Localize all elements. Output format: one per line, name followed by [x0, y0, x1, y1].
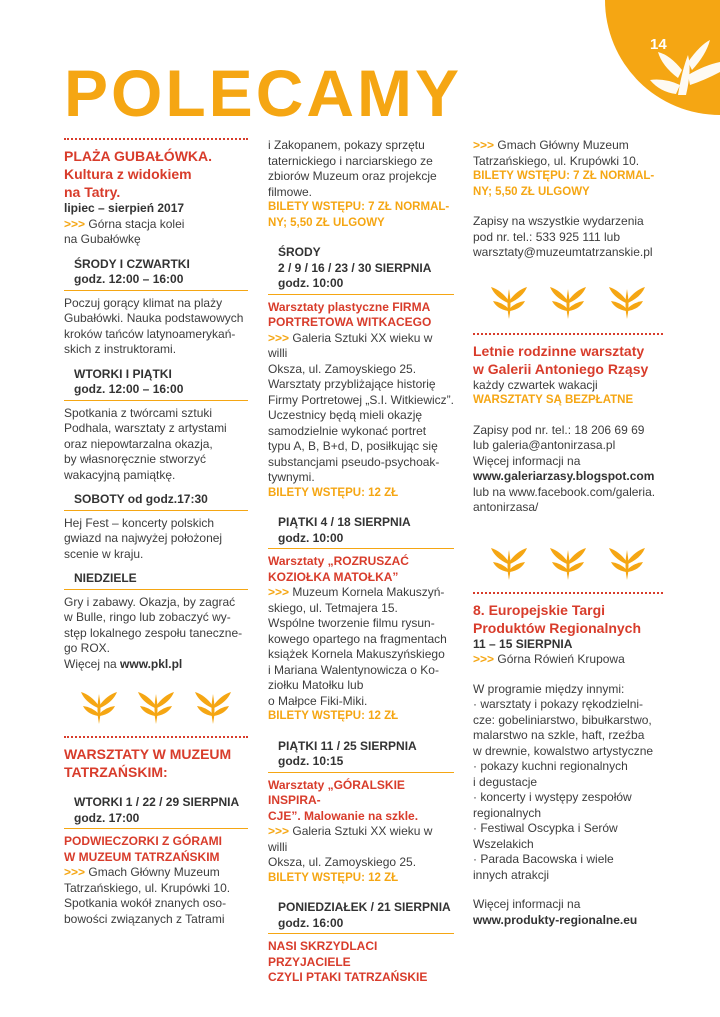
workshop-description: >>> Muzeum Kornela Makuszyń- skiego, ul. Tetmajera 15. Wspólne tworzenie filmu rysun- kowego opartego na fragmentach książek Kornela Makuszyńskiego i Mariana Walentynowicza o Ko- ziołku Matołku lub o Małpce Fiki-Miki. — [268, 585, 447, 708]
ticket-price: BILETY WSTĘPU: 12 ZŁ — [268, 710, 399, 722]
gallery-free: WARSZTATY SĄ BEZPŁATNE — [473, 394, 634, 406]
dotted-divider — [473, 333, 663, 335]
schedule-heading: NIEDZIELE — [64, 571, 248, 590]
schedule-description: Gry i zabawy. Okazja, by zagrać w Bulle, ringo lub zobaczyć wy- stęp lokalnego zespołu taneczne- go ROX. Więcej na www.pkl.pl — [64, 594, 243, 671]
schedule-description: Hej Fest – koncerty polskich gwiazd na najwyżej położonej scenie w kraju. — [64, 515, 223, 561]
workshop-title: PODWIECZORKI Z GÓRAMI W MUZEUM TATRZAŃSKIM — [64, 834, 222, 864]
ticket-price: BILETY WSTĘPU: 7 ZŁ NORMAL- NY; 5,50 ZŁ ULGOWY — [473, 170, 655, 198]
schedule-heading: PONIEDZIAŁEK / 21 SIERPNIA godz. 16:00 — [268, 900, 454, 934]
schedule-description: Poczuj gorący klimat na plaży Gubałówki. Nauka podstawowych kroków tańców latynoamerykań- skich z instruktorami. — [64, 295, 244, 356]
schedule-description: Spotkania z twórcami sztuki Podhala, warsztaty z artystami oraz niepowtarzalna okazja, by własnoręcznie stworzyć wakacyjną pamiątkę. — [64, 405, 227, 482]
dotted-divider — [473, 592, 663, 594]
dotted-divider — [64, 138, 248, 140]
workshop-title: Warsztaty „ROZRUSZAĆ KOZIOŁKA MATOŁKA” — [268, 554, 409, 584]
gallery-contact: Zapisy pod nr. tel.: 18 206 69 69 lub galeria@antonirzasa.pl Więcej informacji na — [473, 422, 645, 468]
wheat-icon — [487, 538, 531, 582]
workshop-title: NASI SKRZYDLACI PRZYJACIELE CZYLI PTAKI TATRZAŃSKIE — [268, 939, 428, 984]
wheat-icon — [605, 538, 649, 582]
column-2 — [268, 138, 454, 986]
section-title-plaza: PLAŻA GUBAŁÓWKA. Kultura z widokiem na Tatry. — [64, 148, 213, 200]
schedule-heading: ŚRODY I CZWARTKI godz. 12:00 – 16:00 — [64, 257, 248, 291]
schedule-heading: PIĄTKI 4 / 18 SIERPNIA godz. 10:00 — [268, 515, 454, 549]
wheat-icon — [546, 538, 590, 582]
event-date: lipiec – sierpień 2017 — [64, 201, 185, 215]
wheat-divider — [473, 538, 663, 582]
ticket-price: BILETY WSTĘPU: 12 ZŁ — [268, 871, 399, 884]
fair-link[interactable]: www.produkty-regionalne.eu — [473, 912, 638, 927]
column-1: PLAŻA GUBAŁÓWKA. Kultura z widokiem na Tatry. lipiec – sierpień 2017 >>> Górna stacja kolei na Gubałówkę ŚRODY I CZWARTKI godz. 12:00 – 16:00 Poczuj gorący klimat na plaży Gubałówki. Nauka podstawowych kroków tańców latynoamerykań- skich z instruktorami. WTORKI I PIĄTKI godz. 12:00 – 16:00 Spotkania z twórcami sztuki Podhala, warsztaty z artystami oraz niepowtarzalna okazja, by własnoręcznie stworzyć wakacyjną pamiątkę. SOBOTY od godz.17:30 Hej Fest – koncerty polskich gwiazd na najwyżej położonej scenie w kraju. NIEDZIELE Gry i zabawy. Okazja, by zagrać w Bulle, ringo lub zobaczyć wy- stęp lokalnego zespołu taneczne- go ROX. Więcej na www.pkl.pl WARSZTATY W MUZEUM TATRZAŃSKIM: WTORKI 1 / 22 / 29 SIERPNIA godz. 17:00 PODWIECZORKI Z GÓRAMI W MUZEUM TATRZAŃSKIM >>> Gmach Główny Muzeum Tatrzańskiego, ul. Krupówki 10. Spotkania wokół znanych oso- bowości związanych z Tatrami — [64, 138, 248, 927]
wheat-icon — [487, 277, 531, 321]
location: >>> Górna stacja kolei — [64, 216, 185, 231]
corner-wheat-decoration — [570, 0, 720, 115]
section-title-museum: WARSZTATY W MUZEUM TATRZAŃSKIM: — [64, 746, 232, 780]
schedule-heading: WTORKI I PIĄTKI godz. 12:00 – 16:00 — [64, 367, 248, 401]
schedule-heading: PIĄTKI 11 / 25 SIERPNIA godz. 10:15 — [268, 739, 454, 773]
page-title: POLECAMY — [64, 56, 463, 130]
fair-more-label: Więcej informacji na — [473, 897, 581, 911]
location: >>> Gmach Główny Muzeum Tatrzańskiego, ul. Krupówki 10. — [473, 138, 640, 168]
wheat-icon — [77, 682, 121, 726]
wheat-icon — [191, 682, 235, 726]
ticket-price: BILETY WSTĘPU: 7 ZŁ NORMAL- NY; 5,50 ZŁ ULGOWY — [268, 201, 450, 229]
gallery-when: każdy czwartek wakacji — [473, 377, 598, 392]
wheat-divider — [64, 682, 248, 726]
gallery-blog-link[interactable]: www.galeriarzasy.blogspot.com — [473, 469, 655, 483]
fair-program: W programie między innymi: · warsztaty i pokazy rękodzielni- cze: gobeliniarstwo, bibułkarstwo, malarstwo na szkle, haft, rzeźba w drewnie, kowalstwo artystyczne · pokazy kuchni regionalnych i degustacje · koncerty i występy zespołów regionalnych · Festiwal Oscypka i Serów Wszelakich · Parada Bacowska i wiele innych atrakcji — [473, 681, 654, 882]
fair-date: 11 – 15 SIERPNIA — [473, 636, 573, 651]
workshop-description: i Zakopanem, pokazy sprzętu taternickiego i narciarskiego ze zbiorów Muzeum oraz projekcje filmowe. — [268, 138, 437, 199]
fair-location: >>> Górna Rówień Krupowa — [473, 652, 625, 666]
gallery-facebook-link[interactable]: lub na www.facebook.com/galeria. antonirzasa/ — [473, 484, 656, 514]
ticket-price: BILETY WSTĘPU: 12 ZŁ — [268, 486, 399, 499]
pkl-link[interactable]: www.pkl.pl — [120, 656, 183, 671]
workshop-title: Warsztaty plastyczne FIRMA PORTRETOWA WITKACEGO — [268, 299, 432, 329]
workshop-description: >>> Gmach Główny Muzeum Tatrzańskiego, ul. Krupówki 10. Spotkania wokół znanych oso- bowości związanych z Tatrami — [64, 865, 231, 926]
section-title-fair: 8. Europejskie Targi Produktów Regionalnych — [473, 601, 642, 636]
wheat-icon — [605, 277, 649, 321]
wheat-divider — [473, 277, 663, 321]
dotted-divider — [64, 736, 248, 738]
schedule-heading: WTORKI 1 / 22 / 29 SIERPNIA godz. 17:00 — [64, 795, 248, 829]
column-3 — [473, 138, 663, 928]
section-title-gallery: Letnie rodzinne warsztaty w Galerii Antoniego Rząsy — [473, 342, 649, 377]
schedule-heading: ŚRODY 2 / 9 / 16 / 23 / 30 SIERPNIA godz. 10:00 — [268, 245, 454, 295]
signup-info: Zapisy na wszystkie wydarzenia pod nr. tel.: 533 925 111 lub warsztaty@muzeumtatrzanskie.pl — [473, 214, 653, 259]
workshop-description: >>> Galeria Sztuki XX wieku w willi Oksza, ul. Zamoyskiego 25. Warsztaty przybliżające historię Firmy Portretowej „S.I. Witkiewicz”. Uczestnicy będą mieli okazję samodzielnie wykonać portret typu A, B, B+d, D, posiłkując się substancjami pseudo-psychoak- tywnymi. — [268, 330, 455, 484]
wheat-icon — [134, 682, 178, 726]
wheat-icon — [546, 277, 590, 321]
schedule-heading: SOBOTY od godz.17:30 — [64, 492, 248, 511]
workshop-description: >>> Galeria Sztuki XX wieku w willi Oksza, ul. Zamoyskiego 25. — [268, 824, 433, 869]
workshop-title: Warsztaty „GÓRALSKIE INSPIRA- CJE”. Malowanie na szkle. — [268, 777, 419, 823]
page-number: 14 — [650, 36, 667, 53]
